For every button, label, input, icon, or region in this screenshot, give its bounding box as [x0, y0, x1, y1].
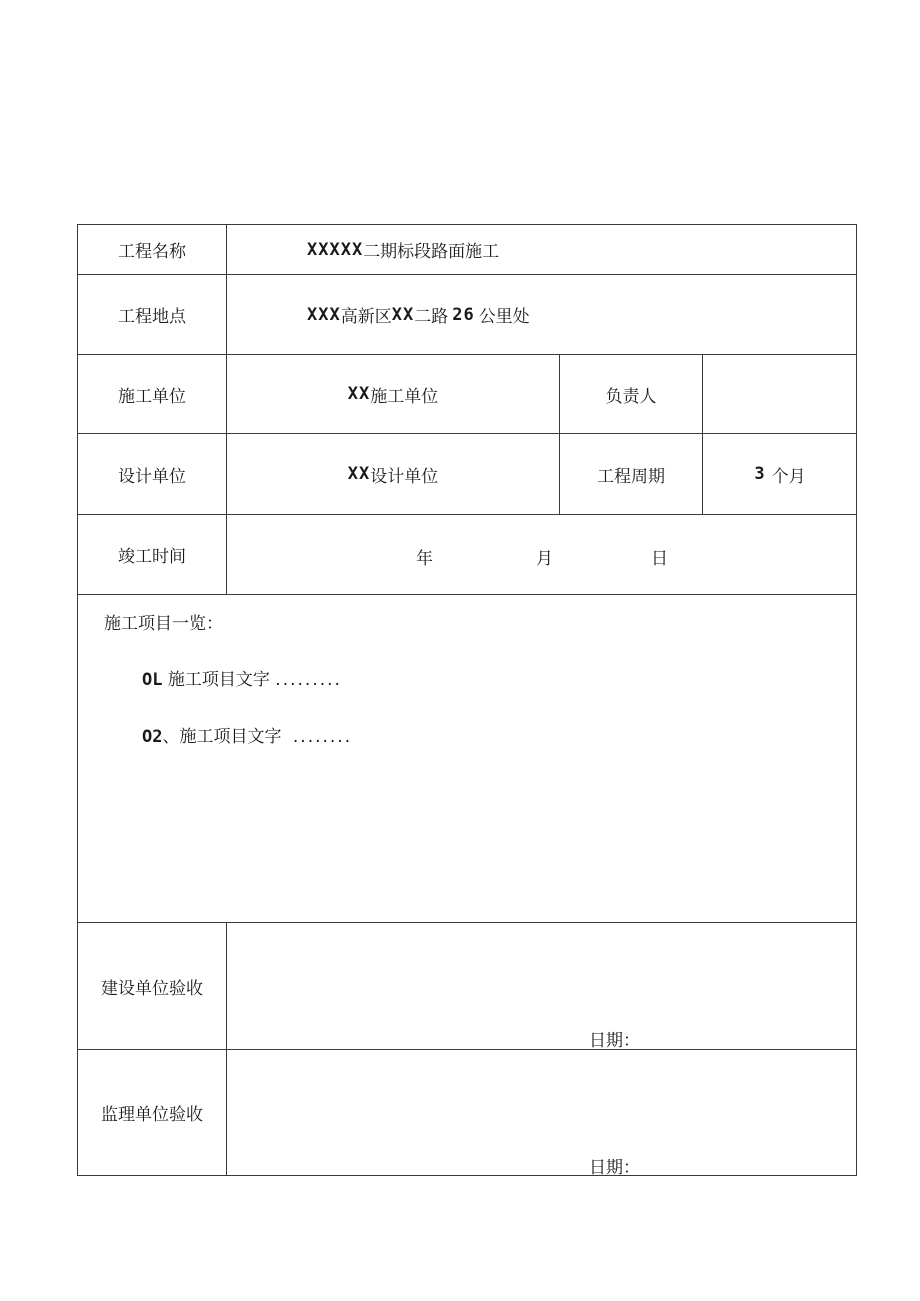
row-project-list — [78, 595, 856, 923]
row-construction-unit — [78, 355, 856, 434]
row-completion-time — [78, 515, 856, 595]
builder-acceptance-label: 建设单位验收 — [101, 978, 203, 999]
project-location-label: 工程地点 — [118, 307, 186, 327]
location-seg-6: 公里处 — [478, 307, 530, 327]
completion-time-value — [226, 515, 857, 594]
construction-unit-text: 施工单位 — [370, 386, 439, 407]
project-item-1-dots: ......... — [275, 670, 342, 690]
supervisor-date-label: 日期： — [589, 1158, 640, 1178]
project-item-1 — [142, 665, 342, 690]
row-design-unit — [78, 434, 856, 515]
construction-unit-prefix: XX — [347, 384, 371, 404]
acceptance-form — [77, 224, 857, 1176]
project-item-2-number: O2 — [142, 727, 163, 747]
location-seg-4: 二路 — [414, 307, 449, 327]
project-name-value — [226, 225, 857, 274]
responsible-label: 负责人 — [559, 355, 702, 433]
row-project-location — [78, 275, 856, 355]
location-seg-1: XXX — [307, 304, 341, 325]
project-list-title: 施工项目一览： — [104, 614, 223, 634]
supervisor-acceptance-area — [226, 1050, 857, 1178]
project-item-2-dots: ........ — [292, 727, 353, 747]
row-builder-acceptance — [78, 923, 856, 1050]
location-seg-2: 高新区 — [340, 307, 392, 327]
project-item-2 — [142, 722, 352, 747]
builder-date-label: 日期： — [589, 1031, 640, 1051]
row-supervisor-acceptance — [78, 1050, 856, 1178]
period-value — [702, 434, 857, 514]
project-item-1-text: 施工项目文字 — [167, 670, 270, 690]
design-unit-text: 设计单位 — [370, 466, 439, 487]
responsible-value — [702, 355, 857, 433]
design-unit-prefix: XX — [347, 464, 371, 484]
period-unit: 个月 — [771, 466, 806, 487]
project-item-2-text: 施工项目文字 — [179, 727, 282, 747]
row-project-name — [78, 225, 856, 275]
completion-time-label: 竣工时间 — [118, 547, 186, 567]
completion-month: 月 — [536, 549, 553, 569]
builder-acceptance-area — [226, 923, 857, 1049]
project-name-prefix: XXXXX — [307, 239, 364, 260]
supervisor-acceptance-label: 监理单位验收 — [101, 1105, 203, 1125]
project-name-label: 工程名称 — [118, 242, 186, 262]
design-unit-label: 设计单位 — [118, 466, 186, 487]
period-number: 3 — [754, 464, 766, 484]
project-item-1-number: OL — [142, 670, 163, 690]
project-location-value — [226, 275, 857, 354]
construction-unit-value — [226, 355, 559, 433]
design-unit-value — [226, 434, 559, 514]
project-name-text: 二期标段路面施工 — [363, 242, 500, 262]
project-item-2-separator: 、 — [162, 727, 180, 747]
construction-unit-label: 施工单位 — [118, 386, 186, 407]
completion-day: 日 — [651, 549, 668, 569]
location-seg-5: 26 — [452, 304, 475, 325]
period-label: 工程周期 — [559, 434, 702, 514]
location-seg-3: XX — [391, 304, 415, 325]
completion-year: 年 — [416, 549, 433, 569]
